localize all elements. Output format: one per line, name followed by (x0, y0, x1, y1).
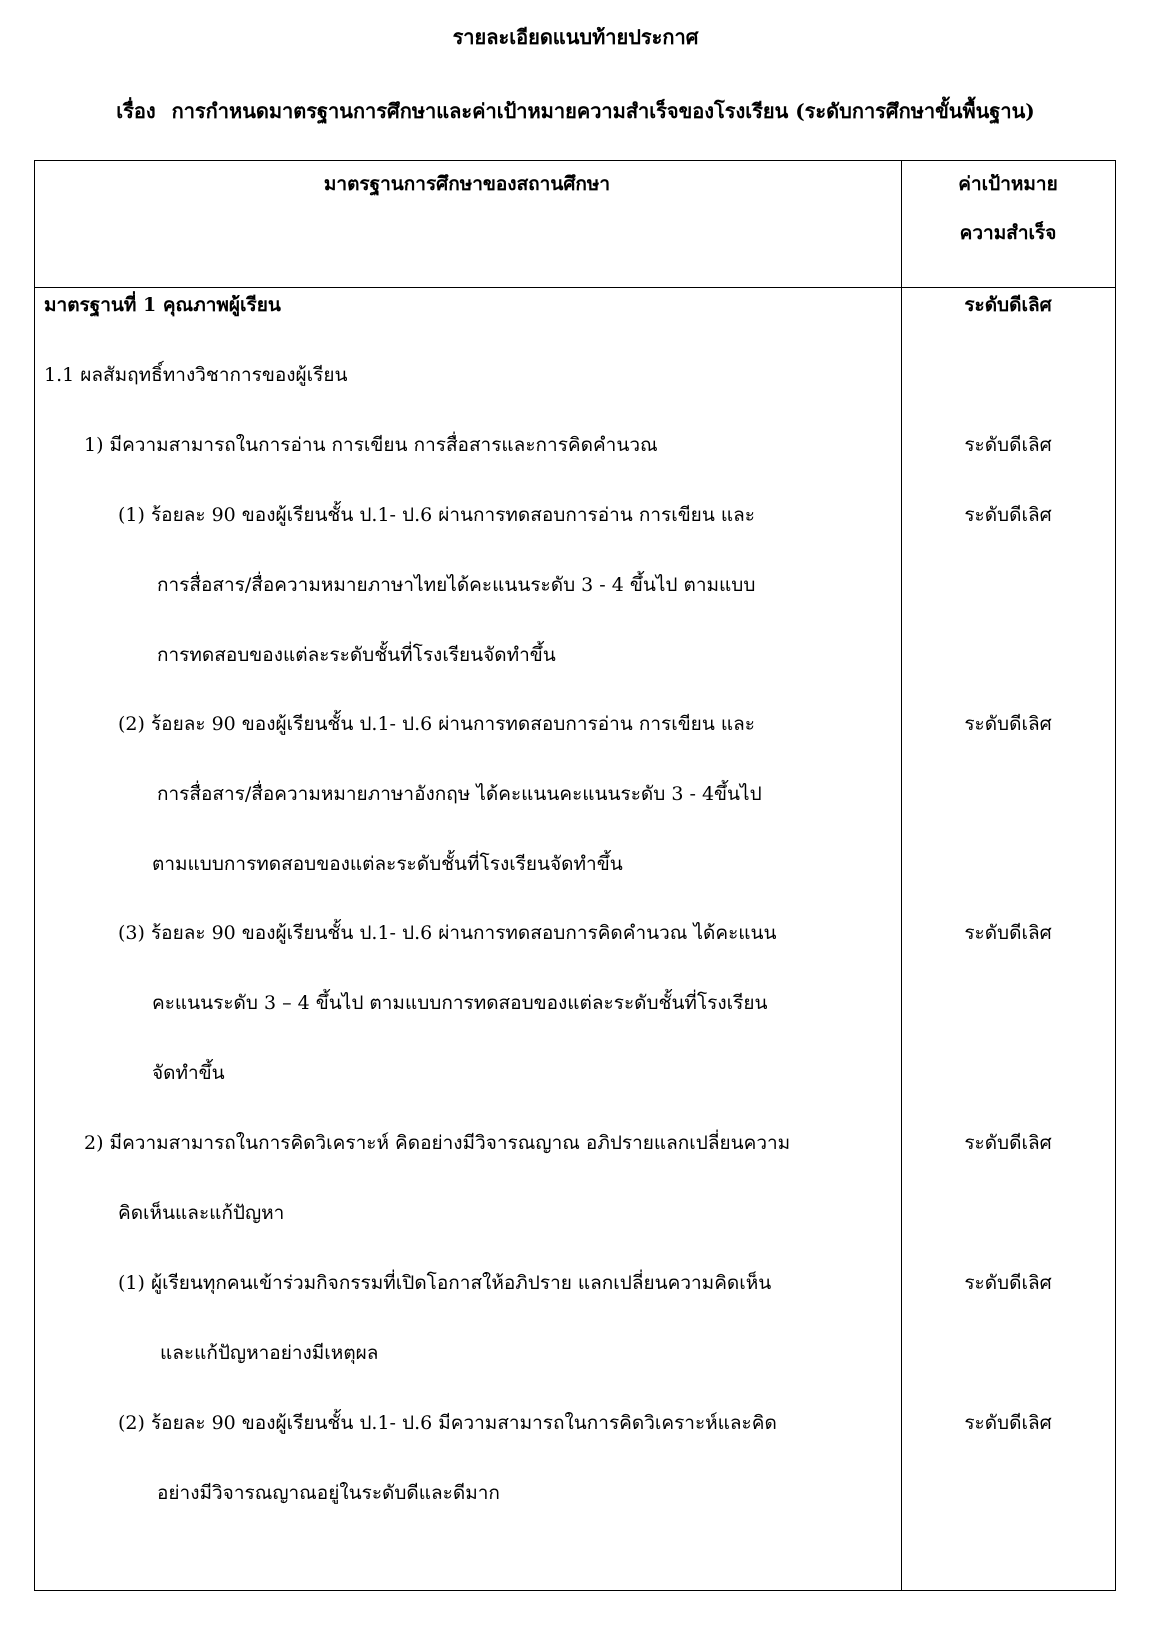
target-value: ระดับดีเลิศ (964, 1132, 1052, 1154)
subject-label: เรื่อง (116, 99, 156, 123)
document-subject (0, 96, 1151, 126)
sub-indicator-line: และแก้ปัญหาอย่างมีเหตุผล (160, 1342, 379, 1364)
target-value: ระดับดีเลิศ (964, 504, 1052, 526)
indicator-item: คิดเห็นและแก้ปัญหา (118, 1202, 285, 1224)
header-standards: มาตรฐานการศึกษาของสถานศึกษา (323, 173, 611, 195)
sub-indicator-line: การสื่อสาร/สื่อความหมายภาษาไทยได้คะแนนระดับ 3 - 4 ขึ้นไป ตามแบบ (157, 574, 756, 596)
sub-indicator-line: การทดสอบของแต่ละระดับชั้นที่โรงเรียนจัดทำขึ้น (157, 644, 556, 666)
column-divider (901, 161, 902, 1590)
target-value: ระดับดีเลิศ (964, 294, 1052, 316)
sub-indicator-line: (3) ร้อยละ 90 ของผู้เรียนชั้น ป.1- ป.6 ผ่านการทดสอบการคิดคำนวณ ได้คะแนน (118, 922, 777, 944)
indicator-heading: 1.1 ผลสัมฤทธิ์ทางวิชาการของผู้เรียน (44, 364, 348, 386)
indicator-item: 2) มีความสามารถในการคิดวิเคราะห์ คิดอย่างมีวิจารณญาณ อภิปรายแลกเปลี่ยนความ (84, 1132, 791, 1154)
sub-indicator-line: คะแนนระดับ 3 – 4 ขึ้นไป ตามแบบการทดสอบของแต่ละระดับชั้นที่โรงเรียน (152, 992, 768, 1014)
sub-indicator-line: ตามแบบการทดสอบของแต่ละระดับชั้นที่โรงเรียนจัดทำขึ้น (152, 853, 623, 875)
subject-text: การกำหนดมาตรฐานการศึกษาและค่าเป้าหมายความสำเร็จของโรงเรียน (ระดับการศึกษาขั้นพื้นฐาน) (171, 99, 1035, 123)
sub-indicator-line: จัดทำขึ้น (152, 1062, 225, 1084)
sub-indicator-line: (1) ร้อยละ 90 ของผู้เรียนชั้น ป.1- ป.6 ผ่านการทดสอบการอ่าน การเขียน และ (118, 504, 755, 526)
target-value: ระดับดีเลิศ (964, 922, 1052, 944)
sub-indicator-line: (1) ผู้เรียนทุกคนเข้าร่วมกิจกรรมที่เปิดโอกาสให้อภิปราย แลกเปลี่ยนความคิดเห็น (118, 1272, 772, 1294)
header-target-line2: ความสำเร็จ (959, 222, 1057, 244)
sub-indicator-line: (2) ร้อยละ 90 ของผู้เรียนชั้น ป.1- ป.6 ผ่านการทดสอบการอ่าน การเขียน และ (118, 713, 755, 735)
sub-indicator-line: (2) ร้อยละ 90 ของผู้เรียนชั้น ป.1- ป.6 มีความสามารถในการคิดวิเคราะห์และคิด (118, 1412, 777, 1434)
target-value: ระดับดีเลิศ (964, 1412, 1052, 1434)
target-value: ระดับดีเลิศ (964, 434, 1052, 456)
sub-indicator-line: การสื่อสาร/สื่อความหมายภาษาอังกฤษ ได้คะแนนคะแนนระดับ 3 - 4ขึ้นไป (157, 783, 762, 805)
target-value: ระดับดีเลิศ (964, 713, 1052, 735)
standard-heading: มาตรฐานที่ 1 คุณภาพผู้เรียน (44, 294, 281, 316)
sub-indicator-line: อย่างมีวิจารณญาณอยู่ในระดับดีและดีมาก (157, 1482, 500, 1504)
indicator-item: 1) มีความสามารถในการอ่าน การเขียน การสื่อสารและการคิดคำนวณ (84, 434, 658, 456)
target-value: ระดับดีเลิศ (964, 1272, 1052, 1294)
document-title: รายละเอียดแนบท้ายประกาศ (452, 25, 699, 49)
header-divider (35, 287, 1115, 288)
header-target-line1: ค่าเป้าหมาย (958, 173, 1058, 195)
